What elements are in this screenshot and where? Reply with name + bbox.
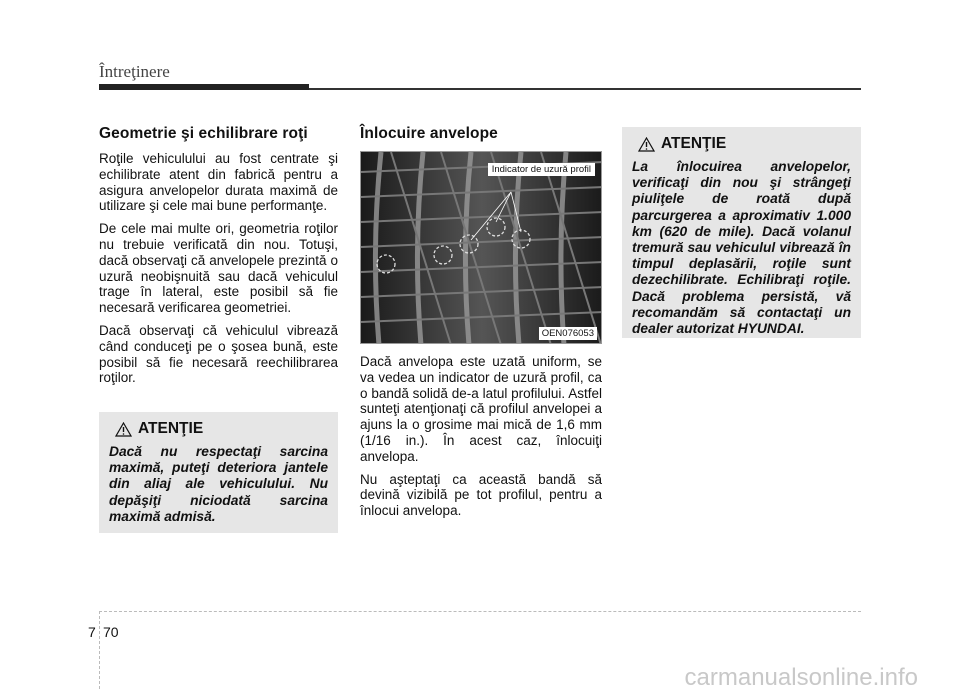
page-header-title: Întreţinere <box>99 62 170 81</box>
section-tire-replacement <box>360 125 602 526</box>
figure-code: OEN076053 <box>539 327 597 340</box>
tire-tread-image <box>361 152 602 344</box>
chapter-number: 7 <box>88 624 96 640</box>
section-heading: Înlocuire anvelope <box>360 125 498 142</box>
header-rule-thick <box>99 84 309 90</box>
paragraph: Dacă observaţi că vehiculul vibrează când conduceţi pe o şosea bună, este posibil să fie necesară reechilibrarea roţilor. <box>99 322 338 386</box>
footer-divider <box>99 611 100 689</box>
page-number: 70 <box>103 624 119 640</box>
caution-text: La înlocuirea anvelopelor, verificaţi din nou şi strângeţi piuliţele de roată după parcurgerea a aproximativ 1.000 km (620 de mile). Dacă volanul tremură sau vehiculul vibrează în timpul deplasării, roţile sunt dezechilibrate. Echilibraţi roţile. Dacă problema persistă, vă recomandăm să contactaţi un dealer autorizat HYUNDAI. <box>632 159 851 337</box>
caution-title: ATENŢIE <box>138 420 204 437</box>
figure-label: Indicator de uzură profil <box>488 163 595 176</box>
caution-title: ATENŢIE <box>661 135 727 152</box>
header-rule-thin <box>309 88 861 90</box>
paragraph: De cele mai multe ori, geometria roţilor nu trebuie verificată din nou. Totuşi, dacă observaţi că anvelopele prezintă o uzură neobişnuită sau dacă vehiculul trage în lateral, este posibil să fie necesară verificarea geometriei. <box>99 221 338 316</box>
caution-text: Dacă nu respectaţi sarcina maximă, puteţi deteriora jantele din aliaj ale vehiculului. Nu depăşiţi niciodată sarcina maximă admisă. <box>109 444 328 524</box>
section-heading: Geometrie şi echilibrare roţi <box>99 125 308 142</box>
paragraph: Dacă anvelopa este uzată uniform, se va vedea un indicator de uzură profil, ca o bandă solidă de-a latul profilului. Astfel sunteţi atenţionaţi că profilul anvelopei a ajuns la o grosime mai mică de 1,6 mm (1/16 in.). În acest caz, înlocuiţi anvelopa. <box>360 354 602 464</box>
paragraph: Roţile vehiculului au fost centrate şi echilibrate atent din fabrică pentru a asigura anvelopelor durata maximă de utilizare şi cele mai bune performanţe. <box>99 151 338 214</box>
paragraph: Nu aşteptaţi ca această bandă să devină vizibilă pe tot profilul, pentru a înlocui anvelopa. <box>360 471 602 519</box>
caution-box <box>99 412 338 533</box>
warning-triangle-icon <box>638 137 655 152</box>
watermark: carmanualsonline.info <box>684 664 918 691</box>
caution-box <box>622 127 861 338</box>
tire-tread-figure <box>360 151 602 344</box>
section-wheel-alignment <box>99 125 338 393</box>
warning-triangle-icon <box>115 422 132 437</box>
footer-rule <box>99 611 861 612</box>
